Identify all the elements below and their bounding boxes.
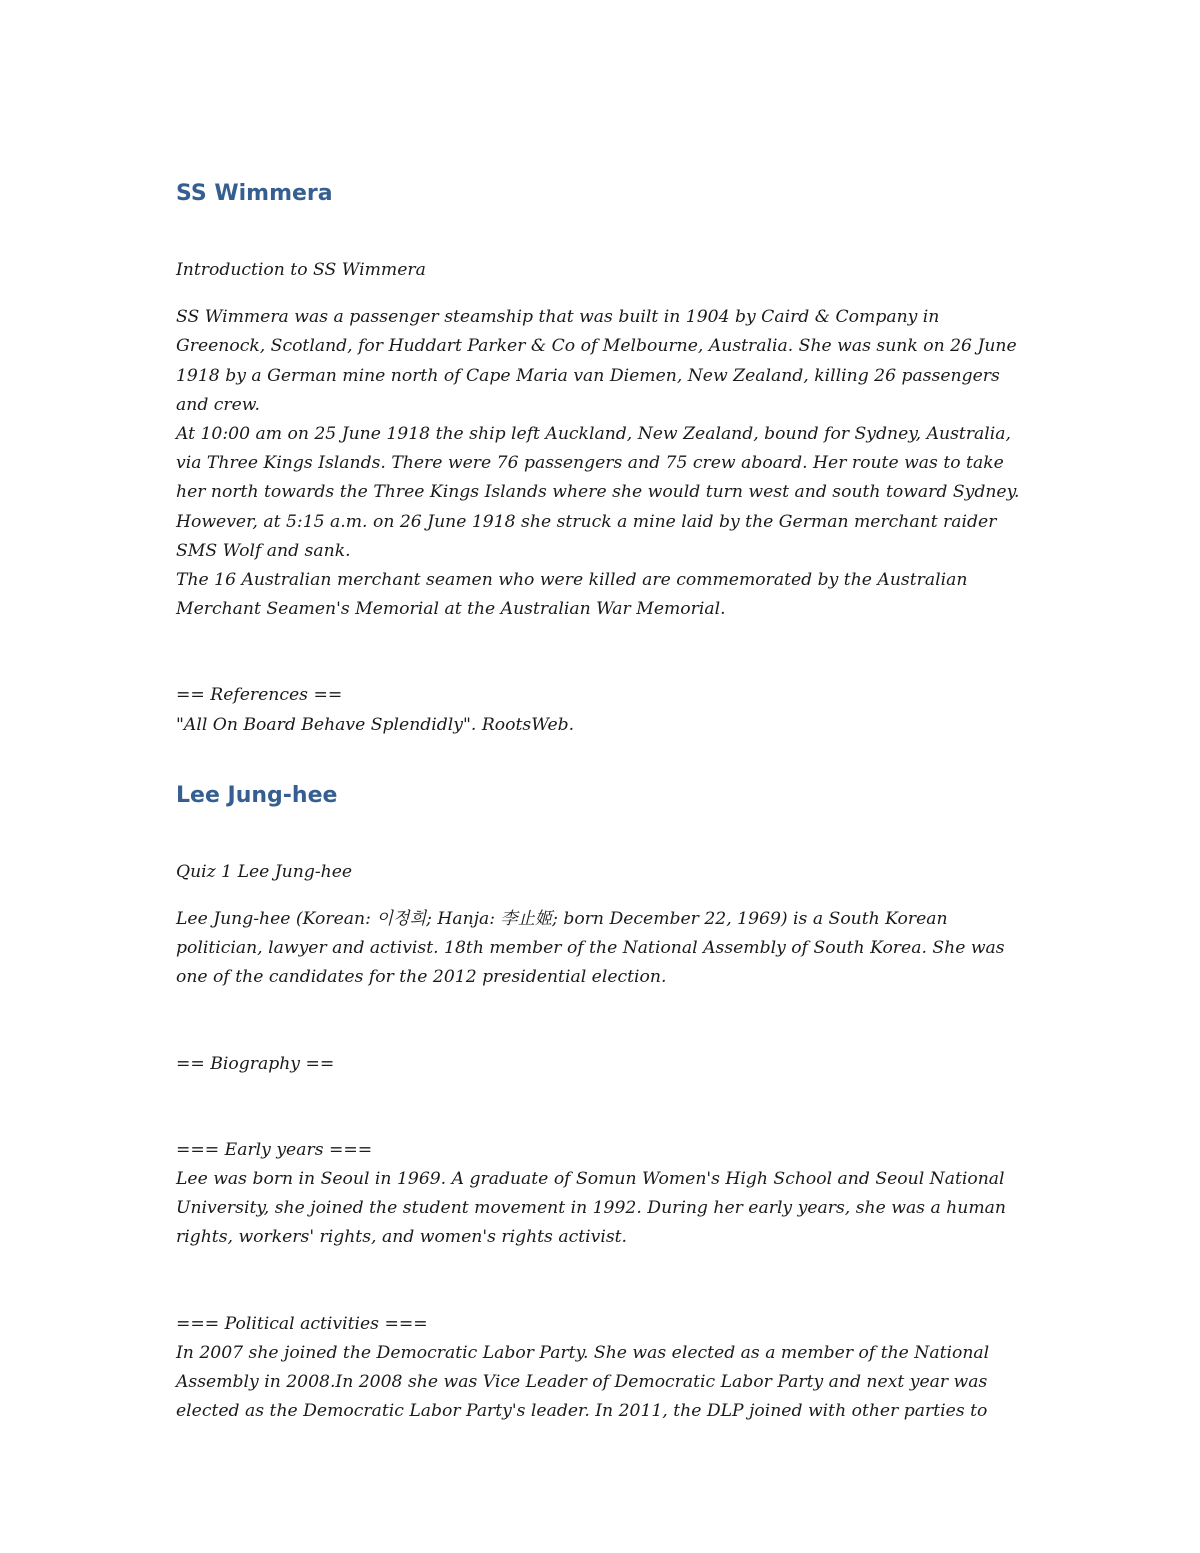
early-years-heading: === Early years === (176, 1139, 373, 1160)
political-activities-heading: === Political activities === (176, 1313, 428, 1334)
paragraph: The 16 Australian merchant seamen who were killed are commemorated by the Australian Merchant Seamen's Memorial at the Australian War Memorial. (176, 570, 968, 620)
reference-item: "All On Board Behave Splendidly". RootsWeb. (176, 714, 575, 735)
references-heading: == References == (176, 685, 343, 706)
paragraph: SS Wimmera was a passenger steamship that was built in 1904 by Caird & Company in Greenock, Scotland, for Huddart Parker & Co of Melbourne, Australia. She was sunk on 26 June 1918 by a German mine north of Cape Maria van Diemen, New Zealand, killing 26 passengers and crew. (176, 307, 1017, 415)
biography-heading: == Biography == (176, 1053, 335, 1074)
section-title-ss-wimmera: SS Wimmera (176, 181, 333, 206)
section-subtitle: Introduction to SS Wimmera (176, 260, 426, 280)
paragraph: Lee was born in Seoul in 1969. A graduate of Somun Women's High School and Seoul National University, she joined the student movement in 1992. During her early years, she was a human rights, workers' rights, and women's rights activist. (176, 1169, 1006, 1248)
paragraph: In 2007 she joined the Democratic Labor Party. She was elected as a member of the National Assembly in 2008.In 2008 she was Vice Leader of Democratic Labor Party and next year was elected as the Democratic Labor Party's leader. In 2011, the DLP joined with other parties to (176, 1342, 990, 1422)
section-subtitle: Quiz 1 Lee Jung-hee (176, 861, 353, 882)
paragraph: At 10:00 am on 25 June 1918 the ship left Auckland, New Zealand, bound for Sydney, Australia, via Three Kings Islands. There were 76 passengers and 75 crew aboard. Her route was to take her north towards the Three Kings Islands where she would turn west and south toward Sydney. However, at 5:15 a.m. on 26 June 1918 she struck a mine laid by the German merchant raider SMS Wolf and sank. (176, 424, 1020, 561)
document-page (176, 178, 1026, 1426)
section-title-lee-jung-hee: Lee Jung-hee (176, 782, 338, 808)
paragraph: Lee Jung-hee (Korean: 이정희; Hanja: 李止姬; born December 22, 1969) is a South Korean politician, lawyer and activist. 18th member of the National Assembly of South Korea. She was one of the candidates for the 2012 presidential election. (176, 909, 1005, 988)
